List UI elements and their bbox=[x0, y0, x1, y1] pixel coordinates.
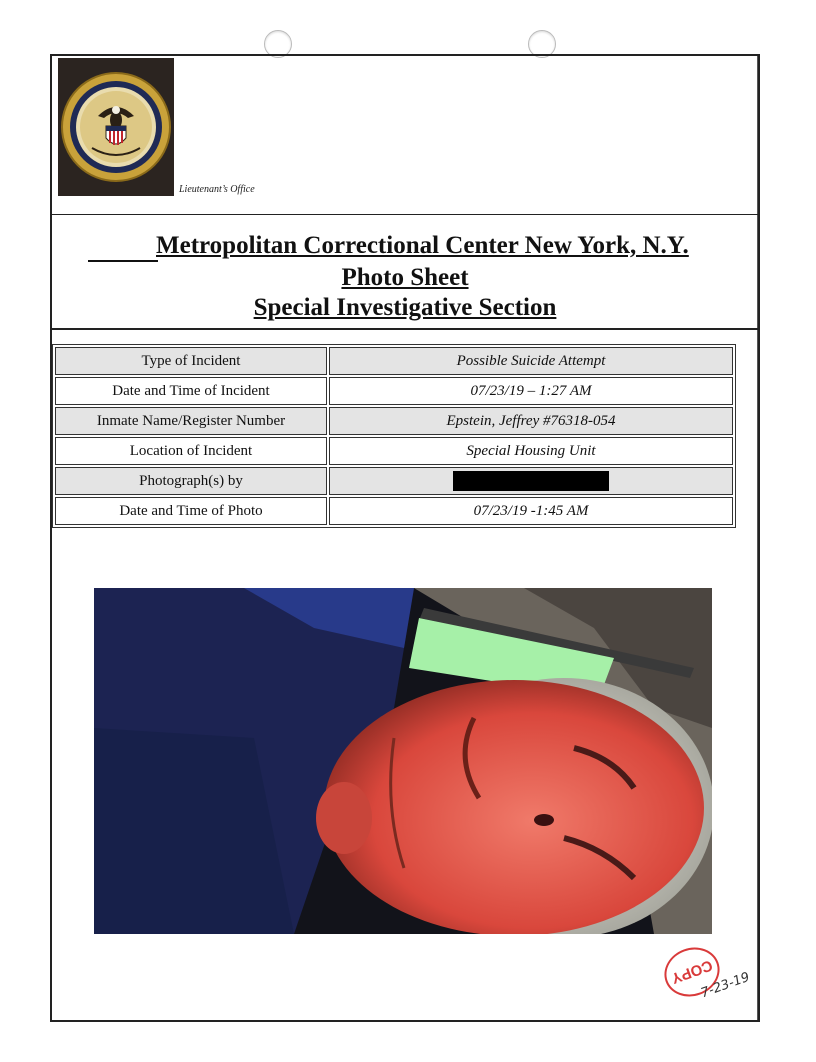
header-divider bbox=[52, 214, 758, 215]
row-value: 07/23/19 – 1:27 AM bbox=[329, 377, 733, 405]
row-label: Location of Incident bbox=[55, 437, 327, 465]
row-label: Inmate Name/Register Number bbox=[55, 407, 327, 435]
incident-details-table bbox=[52, 344, 736, 528]
row-label: Type of Incident bbox=[55, 347, 327, 375]
row-value: Epstein, Jeffrey #76318-054 bbox=[329, 407, 733, 435]
table-row bbox=[55, 437, 733, 465]
title-block bbox=[52, 226, 758, 330]
table-row bbox=[55, 497, 733, 525]
redaction-bar bbox=[453, 471, 609, 491]
row-value: 07/23/19 -1:45 AM bbox=[329, 497, 733, 525]
office-label: Lieutenant’s Office bbox=[179, 184, 255, 195]
table-row bbox=[55, 377, 733, 405]
seal-graphic bbox=[58, 58, 174, 196]
sheet-title: Photo Sheet bbox=[341, 264, 469, 291]
handwritten-date-note: 7-23-19 bbox=[698, 969, 752, 1002]
row-value-redacted bbox=[329, 467, 733, 495]
incident-photo-image bbox=[94, 588, 712, 934]
row-label: Date and Time of Photo bbox=[55, 497, 327, 525]
row-label: Date and Time of Incident bbox=[55, 377, 327, 405]
row-label: Photograph(s) by bbox=[55, 467, 327, 495]
document-header bbox=[52, 56, 758, 214]
facility-title: Metropolitan Correctional Center New York, N.Y. bbox=[156, 232, 689, 259]
table-row bbox=[55, 407, 733, 435]
copy-stamp: COPY bbox=[657, 940, 726, 1004]
section-title: Special Investigative Section bbox=[253, 294, 557, 321]
doj-bop-seal-icon bbox=[58, 58, 174, 196]
photo-rendering bbox=[94, 588, 712, 934]
title-underline-rule bbox=[88, 260, 158, 262]
table-row bbox=[55, 347, 733, 375]
row-value: Special Housing Unit bbox=[329, 437, 733, 465]
table-row bbox=[55, 467, 733, 495]
row-value: Possible Suicide Attempt bbox=[329, 347, 733, 375]
